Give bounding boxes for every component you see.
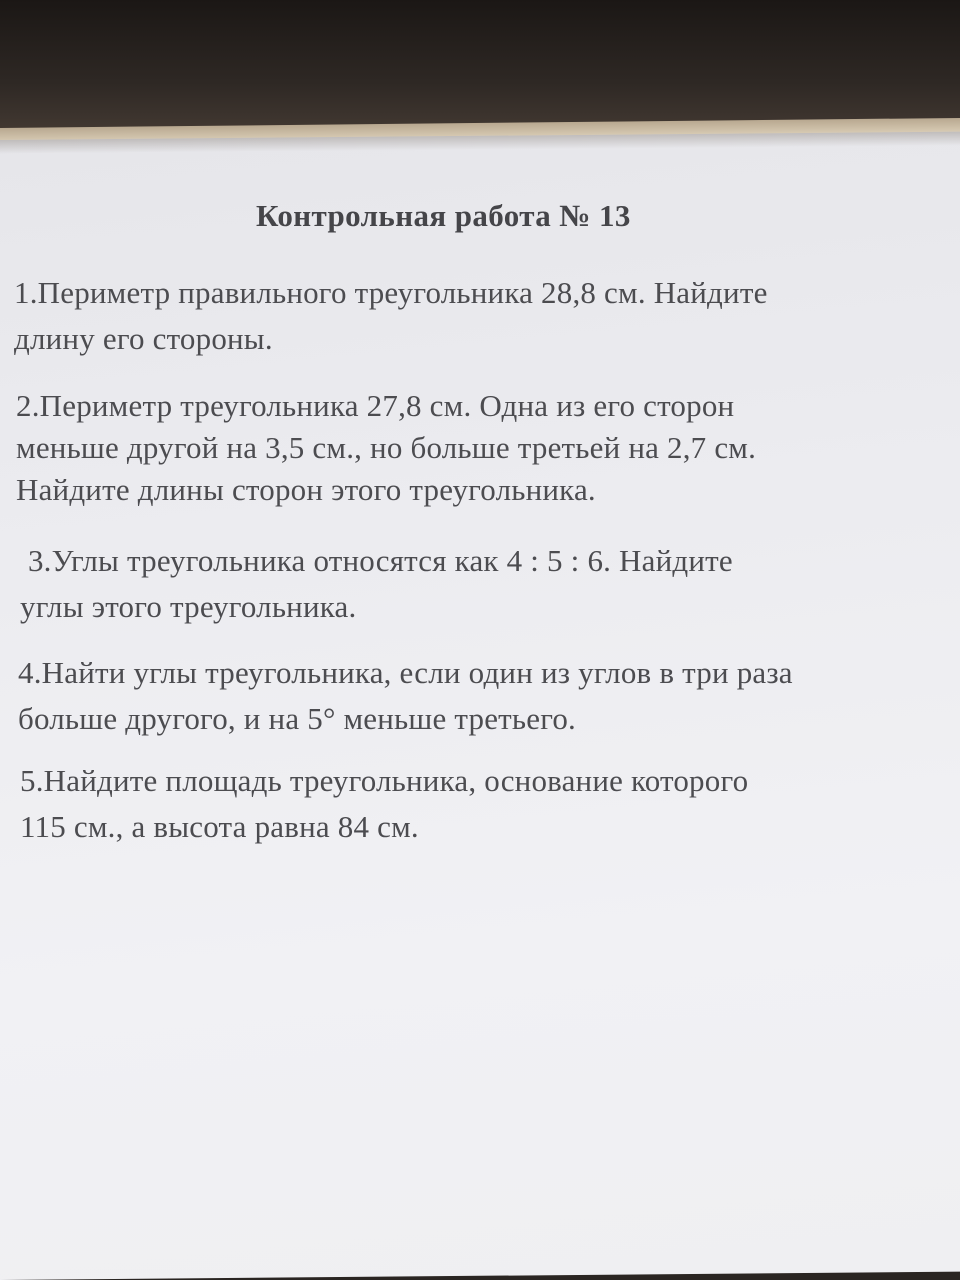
task-4-line-1: 4.Найти углы треугольника, если один из углов в три раза bbox=[18, 655, 793, 690]
task-3-line-2: углы этого треугольника. bbox=[20, 589, 357, 624]
task-5 bbox=[20, 758, 748, 850]
task-1-line-2: длину его стороны. bbox=[14, 321, 273, 356]
task-3-line-1: 3.Углы треугольника относятся как 4 : 5 : 6. Найдите bbox=[20, 543, 733, 578]
document-title: Контрольная работа № 13 bbox=[256, 198, 631, 233]
task-2 bbox=[16, 385, 756, 511]
task-2-line-1: 2.Периметр треугольника 27,8 см. Одна из его сторон bbox=[16, 388, 735, 423]
task-1-line-1: 1.Периметр правильного треугольника 28,8 см. Найдите bbox=[14, 275, 768, 310]
task-5-line-1: 5.Найдите площадь треугольника, основание которого bbox=[20, 763, 749, 798]
task-2-line-3: Найдите длины сторон этого треугольника. bbox=[16, 472, 596, 507]
task-2-line-2: меньше другой на 3,5 см., но больше третьей на 2,7 см. bbox=[16, 430, 757, 465]
task-1 bbox=[14, 270, 768, 362]
task-5-line-2: 115 см., а высота равна 84 см. bbox=[20, 809, 419, 844]
task-3 bbox=[20, 538, 733, 630]
task-4-line-2: больше другого, и на 5° меньше третьего. bbox=[18, 701, 576, 736]
task-4 bbox=[18, 650, 793, 742]
